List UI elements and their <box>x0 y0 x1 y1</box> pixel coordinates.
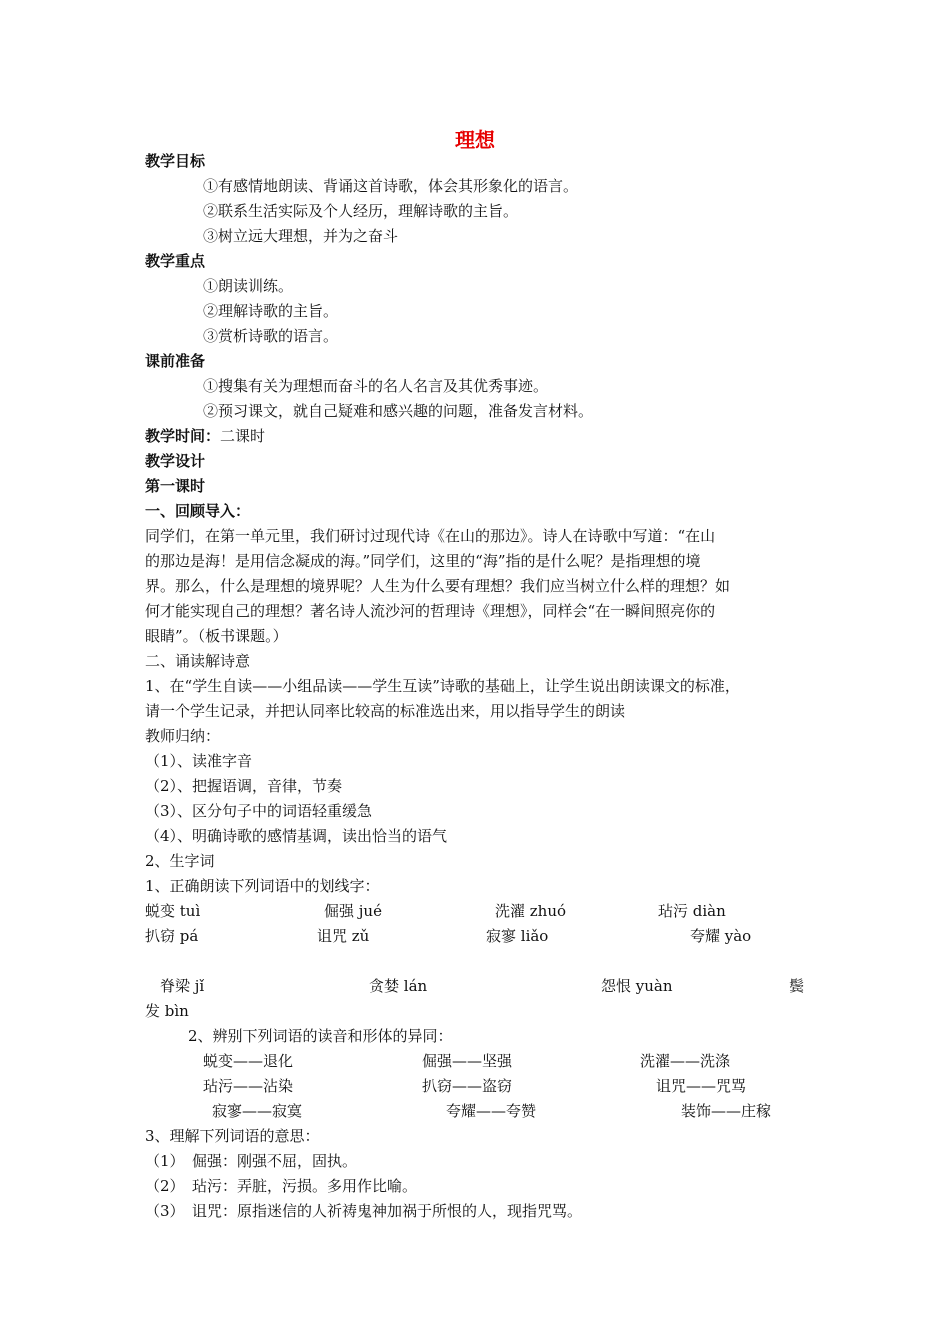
meaning-item-3: （3） 诅咒：原指迷信的人祈祷鬼神加祸于所恨的人，现指咒骂。 <box>145 1202 583 1220</box>
pron-word: 怨恨 yuàn <box>601 977 673 995</box>
compare-heading: 2、辨别下列词语的读音和形体的异同： <box>188 1027 453 1045</box>
compare-pair: 蜕变——退化 <box>203 1052 294 1070</box>
compare-pair: 寂寥——寂寞 <box>212 1102 303 1120</box>
compare-pair: 倔强——坚强 <box>422 1052 513 1070</box>
step1-line-1: 1、在“学生自读——小组品读——学生互读”诗歌的基础上，让学生说出朗读课文的标准， <box>145 677 740 695</box>
compare-pair: 洗濯——洗涤 <box>640 1052 731 1070</box>
intro-line-4: 何才能实现自己的理想？著名诗人流沙河的哲理诗《理想》，同样会“在一瞬间照亮你的 <box>145 602 716 620</box>
compare-pair: 诅咒——咒骂 <box>656 1077 747 1095</box>
pron-word-wrap: 发 bìn <box>145 1002 189 1020</box>
pron-word: 夸耀 yào <box>690 927 752 945</box>
teaching-time-label: 教学时间： <box>145 427 221 445</box>
goal-item-3: ③树立远大理想，并为之奋斗 <box>203 227 399 245</box>
teaching-time-value: 二课时 <box>220 427 266 445</box>
prep-heading: 课前准备 <box>145 352 206 370</box>
goal-item-1: ①有感情地朗读、背诵这首诗歌，体会其形象化的语言。 <box>203 177 579 195</box>
summary-item-1: （1）、读准字音 <box>145 752 253 770</box>
compare-pair: 夸耀——夸赞 <box>446 1102 537 1120</box>
compare-pair: 扒窃——盗窃 <box>422 1077 513 1095</box>
goals-heading: 教学目标 <box>145 152 206 170</box>
meaning-item-1: （1） 倔强：刚强不屈，固执。 <box>145 1152 358 1170</box>
pron-heading: 1、正确朗读下列词语中的划线字： <box>145 877 380 895</box>
intro-line-5: 眼睛”。（板书课题。） <box>145 627 288 645</box>
intro-line-2: 的那边是海！是用信念凝成的海。”同学们，这里的“海”指的是什么呢？是指理想的境 <box>145 552 701 570</box>
design-heading: 教学设计 <box>145 452 206 470</box>
pron-word: 诅咒 zǔ <box>317 927 370 945</box>
pron-word: 贪婪 lán <box>369 977 428 995</box>
focus-item-2: ②理解诗歌的主旨。 <box>203 302 339 320</box>
lesson1-heading: 第一课时 <box>145 477 206 495</box>
focus-heading: 教学重点 <box>145 252 206 270</box>
teacher-summary: 教师归纳： <box>145 727 221 745</box>
prep-item-2: ②预习课文，就自己疑难和感兴趣的问题，准备发言材料。 <box>203 402 594 420</box>
document-title: 理想 <box>455 128 495 152</box>
meaning-heading: 3、理解下列词语的意思： <box>145 1127 320 1145</box>
pron-word: 玷污 diàn <box>658 902 726 920</box>
compare-pair: 装饰——庄稼 <box>681 1102 772 1120</box>
intro-line-1: 同学们，在第一单元里，我们研讨过现代诗《在山的那边》。诗人在诗歌中写道：“在山 <box>145 527 716 545</box>
summary-item-3: （3）、区分句子中的词语轻重缓急 <box>145 802 373 820</box>
goal-item-2: ②联系生活实际及个人经历，理解诗歌的主旨。 <box>203 202 519 220</box>
prep-item-1: ①搜集有关为理想而奋斗的名人名言及其优秀事迹。 <box>203 377 549 395</box>
pron-word: 倔强 jué <box>324 902 382 920</box>
pron-word: 鬓 <box>789 977 805 995</box>
teaching-time <box>145 424 265 449</box>
part1-heading: 一、回顾导入： <box>145 502 251 520</box>
meaning-item-2: （2） 玷污：弄脏，污损。多用作比喻。 <box>145 1177 418 1195</box>
summary-item-4: （4）、明确诗歌的感情基调，读出恰当的语气 <box>145 827 448 845</box>
pron-word: 蜕变 tuì <box>145 902 201 920</box>
focus-item-1: ①朗读训练。 <box>203 277 294 295</box>
pron-word: 洗濯 zhuó <box>495 902 567 920</box>
pron-word: 扒窃 pá <box>145 927 199 945</box>
part2-heading: 二、诵读解诗意 <box>145 652 251 670</box>
focus-item-3: ③赏析诗歌的语言。 <box>203 327 339 345</box>
step1-line-2: 请一个学生记录，并把认同率比较高的标准选出来，用以指导学生的朗读 <box>145 702 626 720</box>
pron-word: 脊梁 jǐ <box>160 977 205 995</box>
summary-item-2: （2）、把握语调，音律，节奏 <box>145 777 343 795</box>
vocab-heading: 2、生字词 <box>145 852 215 870</box>
compare-pair: 玷污——沾染 <box>203 1077 294 1095</box>
intro-line-3: 界。那么，什么是理想的境界呢？人生为什么要有理想？我们应当树立什么样的理想？如 <box>145 577 731 595</box>
pron-word: 寂寥 liǎo <box>486 927 549 945</box>
